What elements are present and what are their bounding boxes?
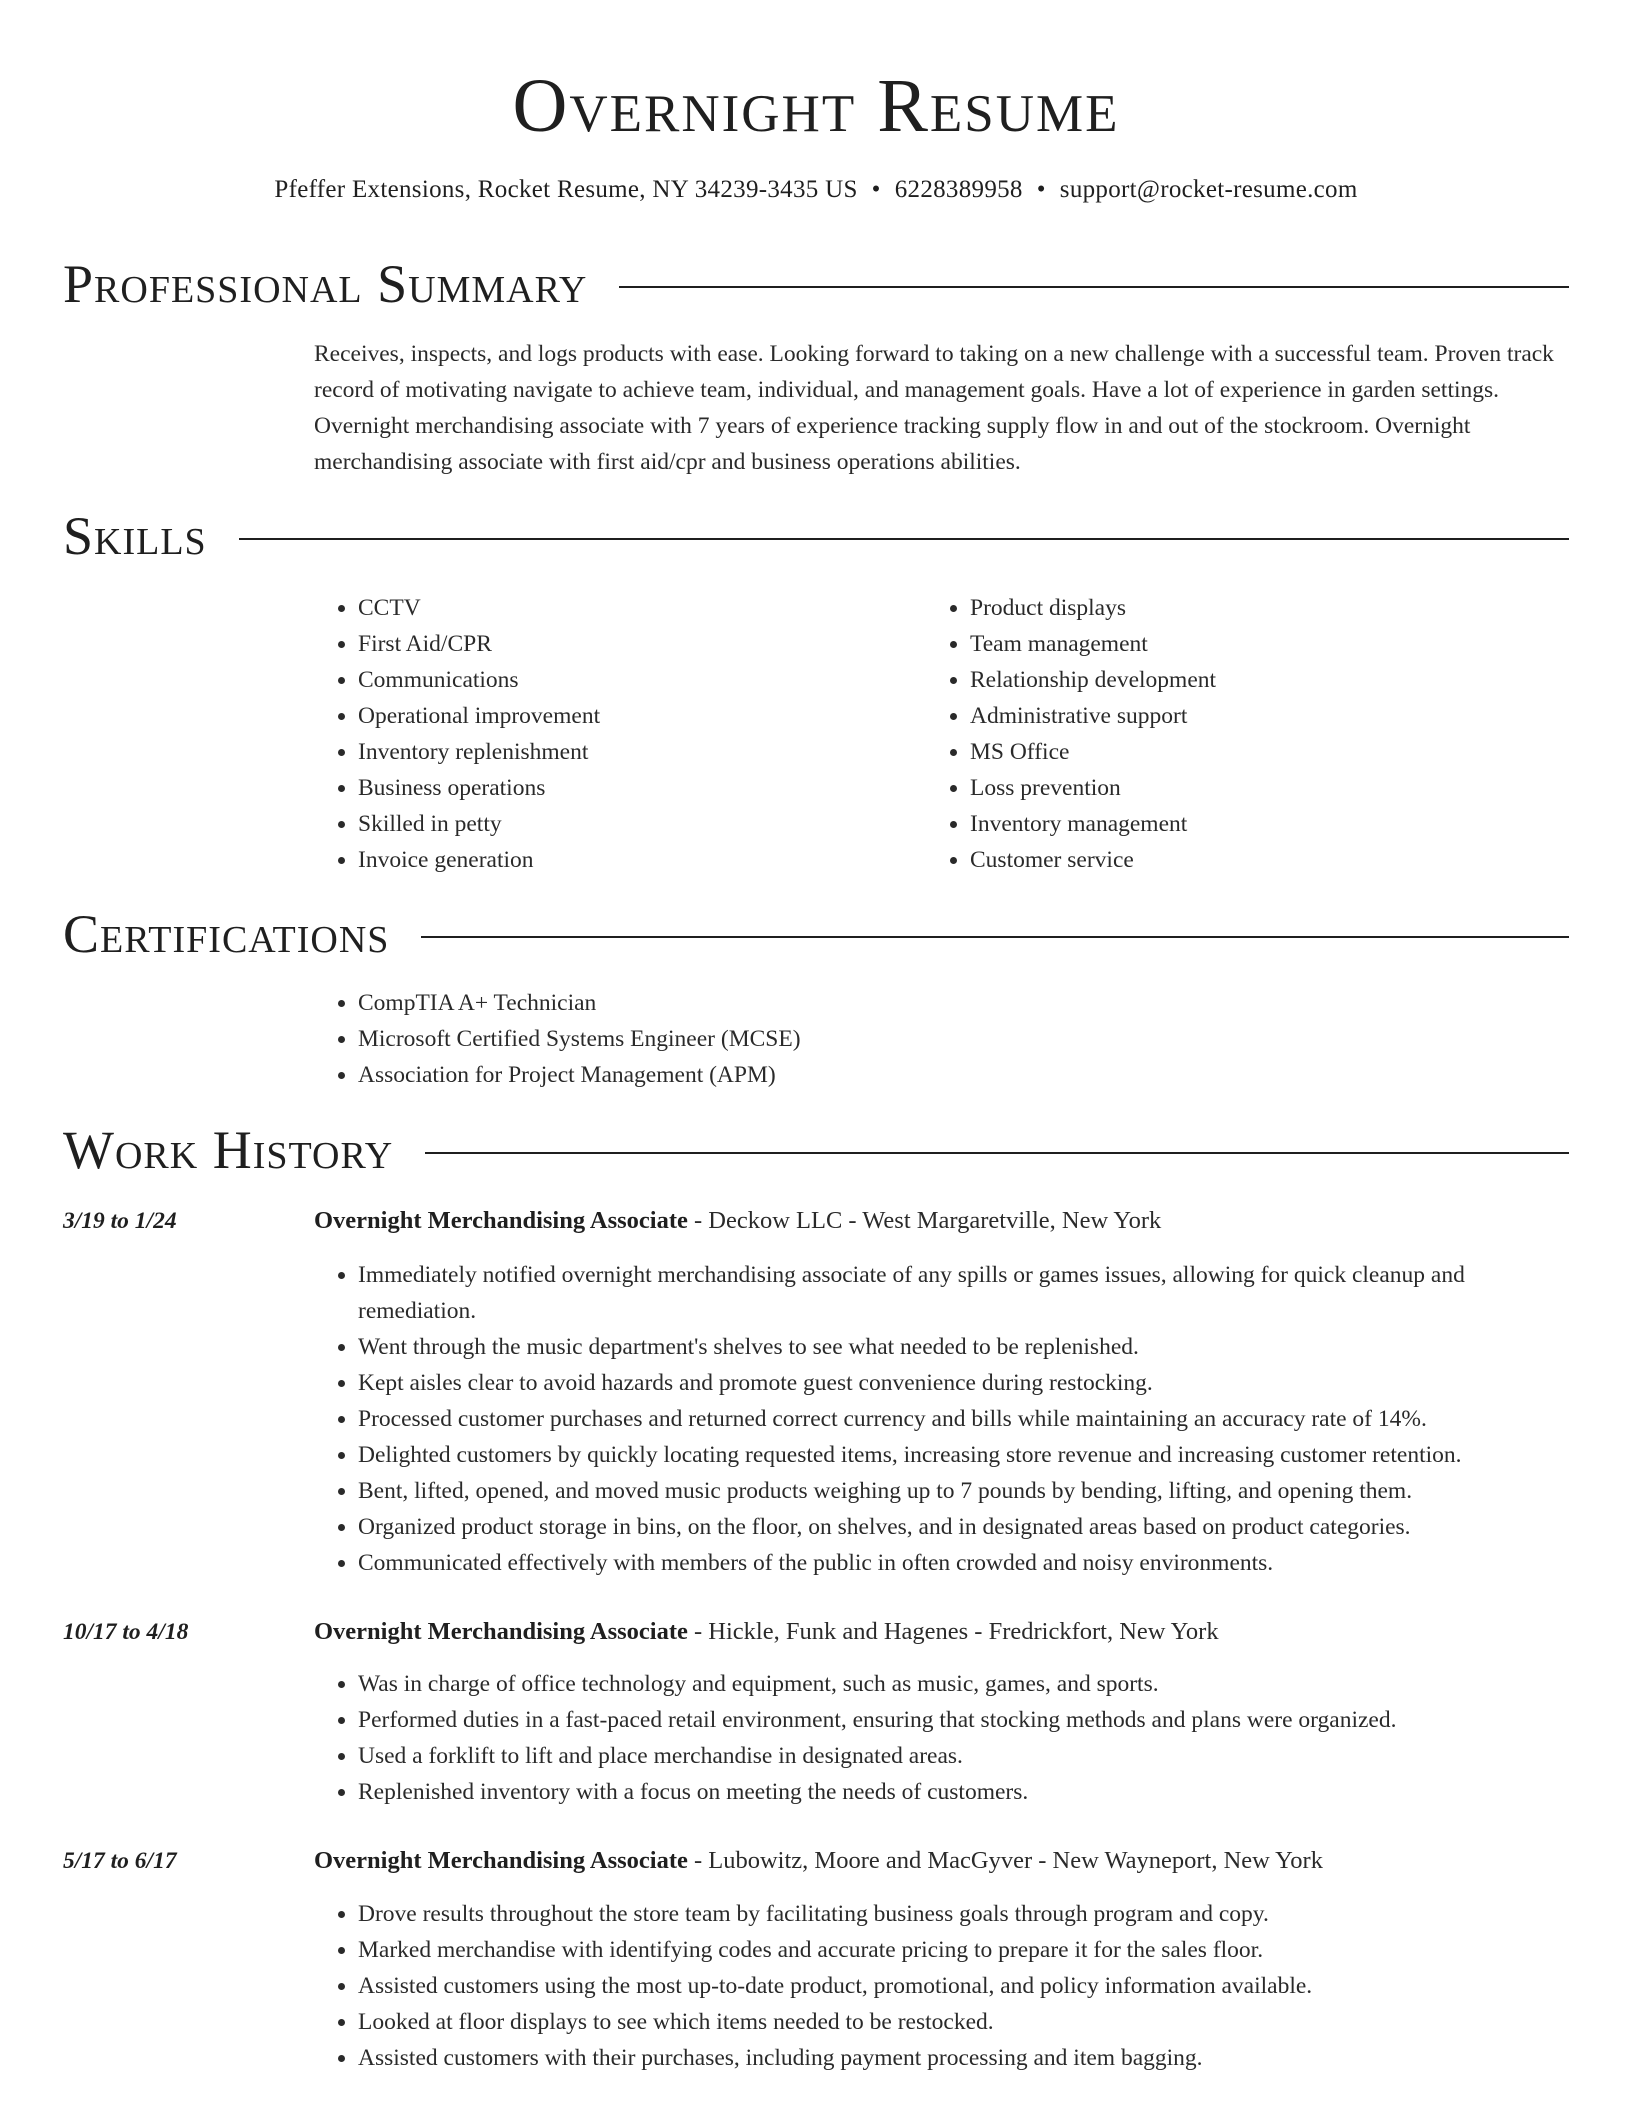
job-responsibilities [314, 1896, 1569, 2076]
responsibility-item: • Assisted customers with their purchases, including payment processing and item bagging. [358, 2040, 1569, 2076]
job-employer-location: - Deckow LLC - West Margaretville, New York [687, 1207, 1162, 1234]
section-divider [425, 1152, 1569, 1154]
job-responsibilities [314, 1257, 1569, 1581]
section-divider [239, 538, 1569, 540]
skill-item: • Invoice generation [358, 842, 874, 878]
job-employer-location: - Hickle, Funk and Hagenes - Fredrickfort, New York [687, 1618, 1219, 1645]
job-heading [314, 1843, 1569, 1879]
job-dates: 3/19 to 1/24 [63, 1208, 177, 1234]
section-divider [619, 286, 1569, 288]
skill-item: • Business operations [358, 770, 874, 806]
responsibility-item: • Processed customer purchases and returned correct currency and bills while maintaining an accuracy rate of 14%. [358, 1401, 1569, 1437]
responsibility-item: • Communicated effectively with members of the public in often crowded and noisy environments. [358, 1545, 1569, 1581]
candidate-name: Overnight Resume [512, 64, 1120, 148]
job-heading [314, 1203, 1569, 1239]
responsibility-item: • Marked merchandise with identifying codes and accurate pricing to prepare it for the sales floor. [358, 1932, 1569, 1968]
job-title: Overnight Merchandising Associate [314, 1618, 688, 1645]
contact-phone: 6228389958 [894, 176, 1023, 203]
section-divider [421, 936, 1569, 938]
job-responsibilities [314, 1666, 1569, 1810]
contact-separator: • [1036, 176, 1046, 203]
responsibility-list [314, 1666, 1569, 1810]
skill-item: • Loss prevention [970, 770, 1486, 806]
section-title: Certifications [63, 904, 390, 964]
certifications-list [314, 985, 1569, 1093]
responsibility-item: • Bent, lifted, opened, and moved music products weighing up to 7 pounds by bending, lifting, and opening them. [358, 1473, 1569, 1509]
responsibility-list [314, 1896, 1569, 2076]
summary-paragraph: Receives, inspects, and logs products with ease. Looking forward to taking on a new challenge with a successful team. Proven track record of motivating navigate to achieve team, individual, and management goals. Have a lot of experience in garden settings. Overnight merchandising associate with 7 years of experience tracking supply flow in and out of the stockroom. Overnight merchandising associate with first aid/cpr and business operations abilities. [314, 341, 1554, 475]
responsibility-item: • Drove results throughout the store team by facilitating business goals through program and copy. [358, 1896, 1569, 1932]
skill-item: • Customer service [970, 842, 1486, 878]
skills-list [926, 590, 1486, 878]
skill-item: • Inventory replenishment [358, 734, 874, 770]
responsibility-item: • Delighted customers by quickly locating requested items, increasing store revenue and increasing customer retention. [358, 1437, 1569, 1473]
responsibility-item: • Went through the music department's shelves to see what needed to be replenished. [358, 1329, 1569, 1365]
responsibility-item: • Replenished inventory with a focus on meeting the needs of customers. [358, 1774, 1569, 1810]
skill-item: • Inventory management [970, 806, 1486, 842]
skill-item: • Administrative support [970, 698, 1486, 734]
section-heading-certifications [63, 902, 1569, 966]
contact-separator: • [871, 176, 881, 203]
skill-item: • Relationship development [970, 662, 1486, 698]
responsibility-item: • Kept aisles clear to avoid hazards and promote guest convenience during restocking. [358, 1365, 1569, 1401]
job-title: Overnight Merchandising Associate [314, 1847, 688, 1874]
skill-item: • Skilled in petty [358, 806, 874, 842]
responsibility-item: • Assisted customers using the most up-to-date product, promotional, and policy information available. [358, 1968, 1569, 2004]
responsibility-item: • Organized product storage in bins, on the floor, on shelves, and in designated areas based on product categories. [358, 1509, 1569, 1545]
job-dates: 5/17 to 6/17 [63, 1848, 177, 1874]
responsibility-item: • Was in charge of office technology and equipment, such as music, games, and sports. [358, 1666, 1569, 1702]
certification-item: • Microsoft Certified Systems Engineer (MCSE) [358, 1021, 1569, 1057]
skills-column-right [926, 590, 1486, 878]
responsibility-item: • Performed duties in a fast-paced retail environment, ensuring that stocking methods and plans were organized. [358, 1702, 1569, 1738]
section-title: Professional Summary [63, 254, 588, 314]
section-title: Work History [63, 1120, 394, 1180]
responsibility-list [314, 1257, 1569, 1581]
skill-item: • CCTV [358, 590, 874, 626]
job-title: Overnight Merchandising Associate [314, 1207, 688, 1234]
skills-column-left [314, 590, 874, 878]
contact-address: Pfeffer Extensions, Rocket Resume, NY 34239-3435 US [274, 176, 858, 203]
skill-item: • Communications [358, 662, 874, 698]
skill-item: • Product displays [970, 590, 1486, 626]
section-heading-summary [63, 252, 1569, 316]
job-heading [314, 1614, 1569, 1650]
responsibility-item: • Immediately notified overnight merchandising associate of any spills or games issues, allowing for quick cleanup and remediation. [358, 1257, 1569, 1329]
job-dates: 10/17 to 4/18 [63, 1619, 189, 1645]
certification-item: • CompTIA A+ Technician [358, 985, 1569, 1021]
section-heading-work-history [63, 1118, 1569, 1182]
section-title: Skills [63, 506, 207, 566]
certification-item: • Association for Project Management (APM) [358, 1057, 1569, 1093]
responsibility-item: • Looked at floor displays to see which items needed to be restocked. [358, 2004, 1569, 2040]
skills-list [314, 590, 874, 878]
skill-item: • Team management [970, 626, 1486, 662]
skill-item: • Operational improvement [358, 698, 874, 734]
responsibility-item: • Used a forklift to lift and place merchandise in designated areas. [358, 1738, 1569, 1774]
certifications-block [314, 985, 1569, 1093]
skill-item: • MS Office [970, 734, 1486, 770]
contact-line [0, 172, 1632, 208]
section-heading-skills [63, 504, 1569, 568]
contact-email: support@rocket-resume.com [1059, 176, 1358, 203]
skill-item: • First Aid/CPR [358, 626, 874, 662]
job-employer-location: - Lubowitz, Moore and MacGyver - New Wayneport, New York [687, 1847, 1323, 1874]
